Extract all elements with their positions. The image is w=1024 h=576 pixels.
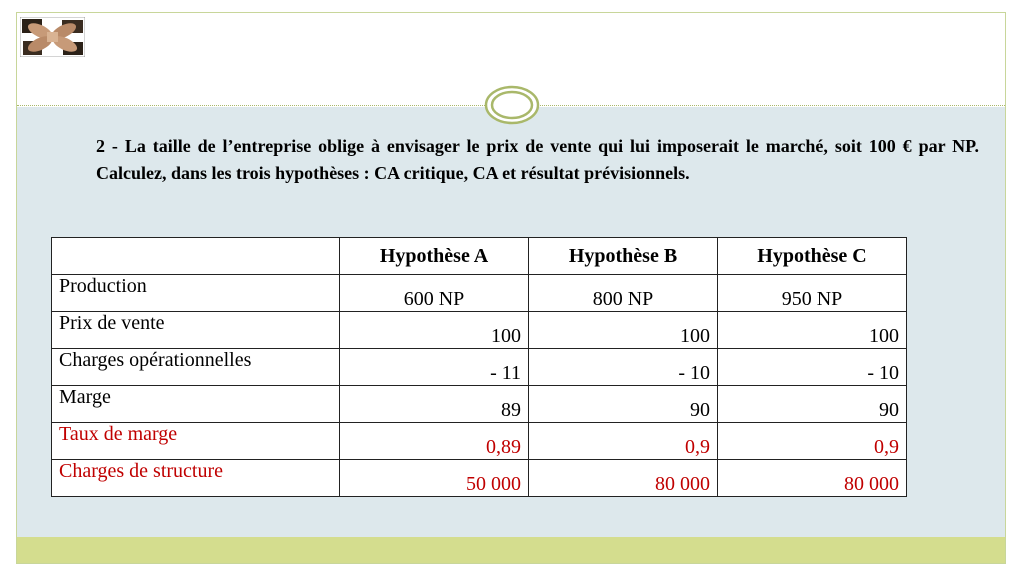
table-row xyxy=(52,275,907,312)
cell-taux-c: 0,9 xyxy=(718,423,907,460)
row-label-production: Production xyxy=(52,275,340,312)
table-row xyxy=(52,423,907,460)
exercise-question: 2 - La taille de l’entreprise oblige à envisager le prix de vente qui lui imposerait le marché, soit 100 € par NP. Calculez, dans les trois hypothèses : CA critique, CA et résultat prévisionnels. xyxy=(96,136,979,183)
hypotheses-table xyxy=(51,237,907,497)
cell-marge-c: 90 xyxy=(718,386,907,423)
row-label-marge: Marge xyxy=(52,386,340,423)
cell-structure-b: 80 000 xyxy=(529,460,718,497)
cell-charges-op-c: - 10 xyxy=(718,349,907,386)
ring-ornament-icon xyxy=(484,85,540,125)
cell-production-a: 600 NP xyxy=(340,275,529,312)
cell-prix-a: 100 xyxy=(340,312,529,349)
header-hypothese-b: Hypothèse B xyxy=(529,238,718,275)
cell-marge-b: 90 xyxy=(529,386,718,423)
table-row xyxy=(52,386,907,423)
cell-structure-a: 50 000 xyxy=(340,460,529,497)
cell-charges-op-b: - 10 xyxy=(529,349,718,386)
table-row xyxy=(52,349,907,386)
cell-production-c: 950 NP xyxy=(718,275,907,312)
row-label-taux-de-marge: Taux de marge xyxy=(52,423,340,460)
cell-taux-b: 0,9 xyxy=(529,423,718,460)
table-row xyxy=(52,460,907,497)
header-hypothese-a: Hypothèse A xyxy=(340,238,529,275)
table-row xyxy=(52,312,907,349)
cell-prix-c: 100 xyxy=(718,312,907,349)
row-label-charges-operationnelles: Charges opérationnelles xyxy=(52,349,340,386)
header-hypothese-c: Hypothèse C xyxy=(718,238,907,275)
table-header-row xyxy=(52,238,907,275)
cell-prix-b: 100 xyxy=(529,312,718,349)
row-label-charges-de-structure: Charges de structure xyxy=(52,460,340,497)
cell-taux-a: 0,89 xyxy=(340,423,529,460)
cell-structure-c: 80 000 xyxy=(718,460,907,497)
cell-production-b: 800 NP xyxy=(529,275,718,312)
cell-charges-op-a: - 11 xyxy=(340,349,529,386)
cell-marge-a: 89 xyxy=(340,386,529,423)
header-empty-cell xyxy=(52,238,340,275)
slide-footer-band xyxy=(17,537,1005,563)
hands-logo-icon xyxy=(20,17,85,57)
row-label-prix-de-vente: Prix de vente xyxy=(52,312,340,349)
